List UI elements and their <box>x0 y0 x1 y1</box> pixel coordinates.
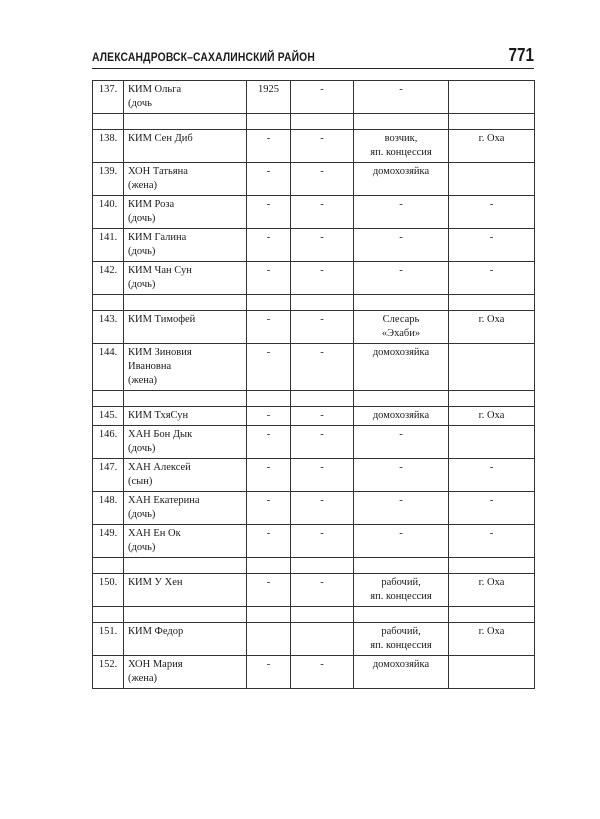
birth-year: - <box>266 199 271 210</box>
empty-cell <box>124 114 247 130</box>
place-value: - <box>489 462 494 473</box>
person-name-line: (жена) <box>128 180 158 191</box>
row-number: 149. <box>98 528 118 539</box>
empty-cell <box>247 558 291 574</box>
person-name-cell <box>124 229 247 262</box>
person-name-cell <box>124 311 247 344</box>
empty-cell <box>124 295 247 311</box>
row-number: 141. <box>98 232 118 243</box>
person-name-line: (дочь) <box>128 246 156 257</box>
place-value: г. Оха <box>478 133 505 144</box>
empty-cell <box>291 607 354 623</box>
row-number-cell <box>93 196 124 229</box>
person-name-line: КИМ Галина <box>128 232 187 243</box>
row-number: 151. <box>98 626 118 637</box>
occupation-line: - <box>399 429 403 440</box>
person-name-cell <box>124 407 247 426</box>
table-row <box>93 130 535 163</box>
place-value: - <box>489 265 494 276</box>
row-number: 147. <box>98 462 118 473</box>
empty-cell <box>124 391 247 407</box>
birth-year-cell <box>247 311 291 344</box>
place-cell <box>449 459 535 492</box>
place-value: г. Оха <box>478 577 505 588</box>
row-number-cell <box>93 407 124 426</box>
place-cell <box>449 623 535 656</box>
row-number: 144. <box>98 347 118 358</box>
empty-cell <box>291 114 354 130</box>
row-number-cell <box>93 492 124 525</box>
occupation-line: - <box>399 528 403 539</box>
empty-cell <box>93 558 124 574</box>
empty-cell <box>449 295 535 311</box>
empty-cell <box>124 607 247 623</box>
empty-cell <box>93 607 124 623</box>
occupation-line: яп. концессия <box>370 640 432 651</box>
row-number: 142. <box>98 265 118 276</box>
row-number: 137. <box>98 84 118 95</box>
row-number-cell <box>93 163 124 196</box>
place-cell <box>449 656 535 689</box>
column-3-cell <box>291 492 354 525</box>
row-number: 138. <box>98 133 118 144</box>
occupation-line: возчик, <box>384 133 418 144</box>
empty-cell <box>93 114 124 130</box>
column-3-value: - <box>320 659 324 670</box>
birth-year-cell <box>247 163 291 196</box>
column-3-value: - <box>320 133 324 144</box>
person-name-line: (жена) <box>128 673 158 684</box>
table-row <box>93 229 535 262</box>
birth-year: - <box>266 347 271 358</box>
person-name-line: КИМ У Хен <box>128 577 183 588</box>
column-3-cell <box>291 407 354 426</box>
column-3-cell <box>291 229 354 262</box>
occupation-cell <box>354 656 449 689</box>
occupation-line: яп. концессия <box>370 147 432 158</box>
row-number: 139. <box>98 166 118 177</box>
place-cell <box>449 163 535 196</box>
person-name-cell <box>124 656 247 689</box>
person-name-line: КИМ Тимофей <box>128 314 196 325</box>
empty-cell <box>291 558 354 574</box>
person-name-line: (жена) <box>128 375 158 386</box>
birth-year-cell <box>247 656 291 689</box>
person-name-line: КИМ Зиновия <box>128 347 192 358</box>
birth-year-cell <box>247 525 291 558</box>
birth-year-cell <box>247 130 291 163</box>
row-number-cell <box>93 311 124 344</box>
occupation-line: - <box>399 265 403 276</box>
column-3-cell <box>291 459 354 492</box>
table-row <box>93 344 535 391</box>
table-row <box>93 407 535 426</box>
column-3-cell <box>291 574 354 607</box>
occupation-line: - <box>399 199 403 210</box>
person-name-cell <box>124 623 247 656</box>
spacer-row <box>93 558 535 574</box>
page-number: 771 <box>508 45 534 65</box>
empty-cell <box>247 391 291 407</box>
birth-year: - <box>266 659 271 670</box>
empty-cell <box>449 114 535 130</box>
person-name-cell <box>124 525 247 558</box>
birth-year: - <box>266 133 271 144</box>
occupation-cell <box>354 525 449 558</box>
column-3-cell <box>291 656 354 689</box>
person-name-cell <box>124 344 247 391</box>
empty-cell <box>354 391 449 407</box>
row-number-cell <box>93 81 124 114</box>
occupation-line: - <box>399 495 403 506</box>
occupation-cell <box>354 81 449 114</box>
records-table <box>92 80 535 689</box>
occupation-cell <box>354 311 449 344</box>
empty-cell <box>247 607 291 623</box>
row-number: 143. <box>98 314 118 325</box>
row-number-cell <box>93 262 124 295</box>
table-row <box>93 623 535 656</box>
occupation-line: - <box>399 462 403 473</box>
row-number-cell <box>93 344 124 391</box>
place-value: г. Оха <box>478 626 505 637</box>
column-3-cell <box>291 525 354 558</box>
empty-cell <box>354 295 449 311</box>
birth-year-cell <box>247 344 291 391</box>
person-name-cell <box>124 130 247 163</box>
occupation-cell <box>354 229 449 262</box>
table-row <box>93 574 535 607</box>
place-value: - <box>489 528 494 539</box>
person-name-cell <box>124 163 247 196</box>
place-cell <box>449 344 535 391</box>
person-name-line: КИМ ТхяСун <box>128 410 189 421</box>
spacer-row <box>93 391 535 407</box>
person-name-line: ХАН Алексей <box>128 462 191 473</box>
place-cell <box>449 407 535 426</box>
place-cell <box>449 130 535 163</box>
place-cell <box>449 492 535 525</box>
table-row <box>93 525 535 558</box>
column-3-value: - <box>320 528 324 539</box>
place-cell <box>449 311 535 344</box>
empty-cell <box>291 295 354 311</box>
occupation-cell <box>354 163 449 196</box>
empty-cell <box>247 114 291 130</box>
row-number: 140. <box>98 199 118 210</box>
row-number-cell <box>93 459 124 492</box>
person-name-line: КИМ Федор <box>128 626 184 637</box>
column-3-value: - <box>320 495 324 506</box>
birth-year-cell <box>247 229 291 262</box>
person-name-line: (дочь) <box>128 443 156 454</box>
person-name-cell <box>124 196 247 229</box>
occupation-line: домохозяйка <box>372 410 430 421</box>
person-name-line: Ивановна <box>128 361 172 372</box>
row-number: 146. <box>98 429 118 440</box>
empty-cell <box>93 391 124 407</box>
person-name-cell <box>124 459 247 492</box>
occupation-line: домохозяйка <box>372 659 430 670</box>
empty-cell <box>449 391 535 407</box>
person-name-cell <box>124 262 247 295</box>
place-cell <box>449 229 535 262</box>
row-number-cell <box>93 229 124 262</box>
occupation-cell <box>354 623 449 656</box>
birth-year-cell <box>247 81 291 114</box>
place-cell <box>449 426 535 459</box>
place-cell <box>449 81 535 114</box>
column-3-cell <box>291 344 354 391</box>
birth-year: - <box>266 577 271 588</box>
occupation-cell <box>354 426 449 459</box>
column-3-value: - <box>320 199 324 210</box>
occupation-cell <box>354 262 449 295</box>
birth-year: - <box>266 265 271 276</box>
birth-year: - <box>266 232 271 243</box>
occupation-line: «Эхаби» <box>381 328 421 339</box>
occupation-line: рабочий, <box>381 626 421 637</box>
table-row <box>93 492 535 525</box>
birth-year: - <box>266 166 271 177</box>
occupation-line: - <box>399 232 403 243</box>
place-cell <box>449 574 535 607</box>
person-name-cell <box>124 81 247 114</box>
column-3-cell <box>291 163 354 196</box>
birth-year: - <box>266 429 271 440</box>
table-row <box>93 656 535 689</box>
occupation-cell <box>354 407 449 426</box>
occupation-cell <box>354 196 449 229</box>
table-row <box>93 311 535 344</box>
person-name-line: ХОН Мария <box>128 659 183 670</box>
row-number-cell <box>93 623 124 656</box>
spacer-row <box>93 607 535 623</box>
column-3-cell <box>291 623 354 656</box>
occupation-line: Слесарь <box>382 314 420 325</box>
header-title: АЛЕКСАНДРОВСК–САХАЛИНСКИЙ РАЙОН <box>92 50 315 64</box>
row-number-cell <box>93 574 124 607</box>
person-name-cell <box>124 574 247 607</box>
person-name-line: КИМ Сен Диб <box>128 133 193 144</box>
table-row <box>93 459 535 492</box>
birth-year-cell <box>247 262 291 295</box>
row-number-cell <box>93 426 124 459</box>
column-3-cell <box>291 262 354 295</box>
empty-cell <box>124 558 247 574</box>
occupation-cell <box>354 344 449 391</box>
birth-year: - <box>266 314 271 325</box>
column-3-value: - <box>320 410 324 421</box>
birth-year: - <box>266 410 271 421</box>
column-3-value: - <box>320 166 324 177</box>
table-row <box>93 196 535 229</box>
column-3-value: - <box>320 232 324 243</box>
occupation-cell <box>354 574 449 607</box>
running-header <box>92 44 534 69</box>
person-name-line: (дочь <box>128 98 152 109</box>
empty-cell <box>291 391 354 407</box>
place-value: - <box>489 232 494 243</box>
person-name-line: (дочь) <box>128 213 156 224</box>
empty-cell <box>93 295 124 311</box>
column-3-value: - <box>320 429 324 440</box>
birth-year: - <box>266 495 271 506</box>
row-number: 152. <box>98 659 118 670</box>
empty-cell <box>449 607 535 623</box>
table-row <box>93 163 535 196</box>
row-number: 148. <box>98 495 118 506</box>
row-number: 145. <box>98 410 118 421</box>
birth-year-cell <box>247 492 291 525</box>
column-3-cell <box>291 426 354 459</box>
column-3-value: - <box>320 265 324 276</box>
person-name-line: (дочь) <box>128 279 156 290</box>
column-3-cell <box>291 311 354 344</box>
person-name-cell <box>124 426 247 459</box>
place-value: - <box>489 199 494 210</box>
birth-year: - <box>266 462 271 473</box>
records-table-body <box>93 81 535 689</box>
column-3-value: - <box>320 577 324 588</box>
row-number-cell <box>93 525 124 558</box>
birth-year-cell <box>247 407 291 426</box>
row-number-cell <box>93 656 124 689</box>
row-number: 150. <box>98 577 118 588</box>
place-value: - <box>489 495 494 506</box>
row-number-cell <box>93 130 124 163</box>
empty-cell <box>354 558 449 574</box>
spacer-row <box>93 295 535 311</box>
place-value: г. Оха <box>478 410 505 421</box>
table-row <box>93 262 535 295</box>
birth-year-cell <box>247 623 291 656</box>
birth-year-cell <box>247 459 291 492</box>
column-3-cell <box>291 81 354 114</box>
person-name-line: ХАН Ен Ок <box>128 528 181 539</box>
person-name-line: ХАН Екатерина <box>128 495 200 506</box>
person-name-line: КИМ Чан Сун <box>128 265 192 276</box>
column-3-cell <box>291 196 354 229</box>
person-name-line: (дочь) <box>128 509 156 520</box>
empty-cell <box>247 295 291 311</box>
person-name-line: КИМ Ольга <box>128 84 182 95</box>
occupation-line: - <box>399 84 403 95</box>
occupation-line: домохозяйка <box>372 347 430 358</box>
occupation-cell <box>354 492 449 525</box>
birth-year-cell <box>247 574 291 607</box>
occupation-line: домохозяйка <box>372 166 430 177</box>
place-value: г. Оха <box>478 314 505 325</box>
birth-year: - <box>266 528 271 539</box>
place-cell <box>449 262 535 295</box>
person-name-line: (дочь) <box>128 542 156 553</box>
person-name-cell <box>124 492 247 525</box>
person-name-line: (сын) <box>128 476 153 487</box>
spacer-row <box>93 114 535 130</box>
birth-year: 1925 <box>258 84 279 95</box>
table-row <box>93 426 535 459</box>
occupation-cell <box>354 459 449 492</box>
empty-cell <box>354 114 449 130</box>
occupation-line: рабочий, <box>381 577 421 588</box>
place-cell <box>449 196 535 229</box>
birth-year-cell <box>247 196 291 229</box>
empty-cell <box>354 607 449 623</box>
birth-year-cell <box>247 426 291 459</box>
column-3-value: - <box>320 462 324 473</box>
table-row <box>93 81 535 114</box>
column-3-value: - <box>320 314 324 325</box>
person-name-line: ХАН Бон Дык <box>128 429 193 440</box>
person-name-line: ХОН Татьяна <box>128 166 188 177</box>
occupation-cell <box>354 130 449 163</box>
column-3-value: - <box>320 84 324 95</box>
person-name-line: КИМ Роза <box>128 199 175 210</box>
place-cell <box>449 525 535 558</box>
occupation-line: яп. концессия <box>370 591 432 602</box>
empty-cell <box>449 558 535 574</box>
column-3-cell <box>291 130 354 163</box>
column-3-value: - <box>320 347 324 358</box>
